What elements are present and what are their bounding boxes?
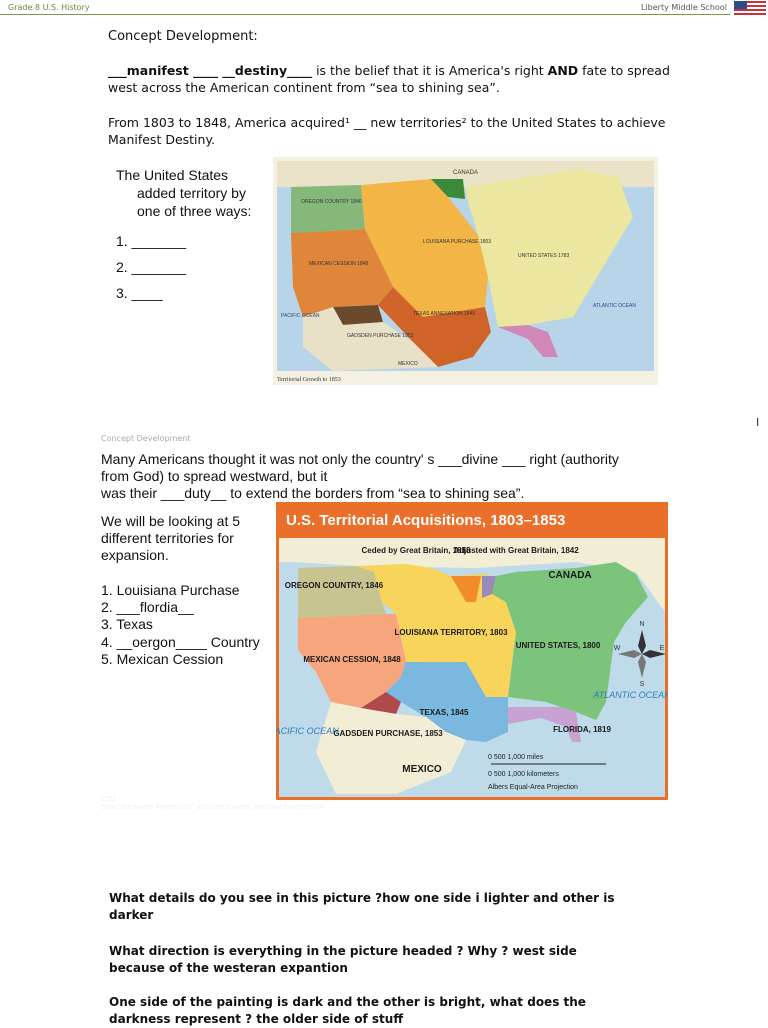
flag-icon: [734, 1, 766, 17]
paragraph-line: Many Americans thought it was not only the country' s ___divine ___ right (authority: [101, 451, 619, 467]
looking-line: different territories for: [101, 530, 234, 546]
question-line: One side of the painting is dark and the other is bright, what does the: [109, 995, 586, 1009]
list-item: 3. ____: [116, 285, 163, 301]
map1-texas-label: TEXAS ANNEXATION 1845: [413, 311, 476, 317]
map2-pacific-label: PACIFIC OCEAN: [276, 726, 339, 736]
map1-pacific-label: PACIFIC OCEAN: [281, 313, 320, 319]
map1-mexico-label: MEXICO: [398, 361, 418, 367]
page2-paragraph: [101, 451, 619, 502]
side-mark: I: [756, 416, 760, 429]
question-1: [109, 890, 615, 924]
list-item: 1. _______: [116, 233, 187, 249]
territorial-acquisitions-map: [276, 502, 668, 800]
ways-intro-line: one of three ways:: [137, 203, 252, 219]
map2-oregon-label: OREGON COUNTRY, 1846: [284, 581, 384, 590]
paragraph-line: from God) to spread westward, but it: [101, 468, 328, 484]
page-title: Concept Development:: [108, 29, 258, 44]
map2-louisiana-label: LOUISIANA TERRITORY, 1803: [394, 628, 508, 637]
projection-label: Albers Equal-Area Projection: [488, 784, 578, 791]
map2-us-label: UNITED STATES, 1800: [515, 641, 601, 650]
three-ways-intro: [116, 166, 251, 220]
scale-km: 0 500 1,000 kilometers: [488, 771, 559, 778]
definition-text-a: is the belief that it is America's right: [312, 63, 548, 78]
page2-small-label: Concept Development: [101, 434, 191, 443]
definition-line-2: west across the American continent from “sea to shining sea”.: [108, 80, 500, 95]
ways-intro-line: added territory by: [137, 185, 246, 201]
question-line: What direction is everything in the picture headed ? Why ? west side: [109, 944, 577, 958]
map1-louisiana-label: LOUISIANA PURCHASE 1803: [423, 239, 492, 245]
header-rule: [0, 14, 730, 15]
map2-atlantic-label: ATLANTIC OCEAN: [593, 690, 668, 700]
map2-texas-label: TEXAS, 1845: [419, 708, 469, 717]
map2-title: U.S. Territorial Acquisitions, 1803–1853: [286, 512, 566, 529]
map2-mexican-label: MEXICAN CESSION, 1848: [303, 655, 401, 664]
looking-line: We will be looking at 5: [101, 513, 241, 529]
territorial-growth-map: [273, 157, 658, 385]
map2-ceded-label: Ceded by Great Britain, 1818: [361, 546, 471, 555]
map1-canada-label: CANADA: [453, 170, 479, 176]
map1-us-label: UNITED STATES 1783: [518, 253, 570, 259]
compass-e: E: [659, 645, 665, 652]
question-line: darker: [109, 908, 154, 922]
map1-gadsden-label: GADSDEN PURCHASE 1853: [347, 333, 414, 339]
list-item: 2. ___flordia__: [101, 599, 194, 616]
definition-line-1: [108, 62, 668, 79]
looking-line: expansion.: [101, 547, 169, 563]
question-line: because of the westeran expantion: [109, 961, 348, 975]
looking-intro: [101, 513, 240, 564]
map2-mexico-label: MEXICO: [402, 764, 442, 775]
question-line: darkness represent ? the older side of stuff: [109, 1012, 404, 1026]
territory-list: [101, 582, 260, 668]
three-ways-list: [116, 228, 186, 306]
map2-florida-label: FLORIDA, 1819: [553, 725, 611, 734]
acquired-line-1: From 1803 to 1848, America acquired¹ __ new territories² to the United States to achieve: [108, 115, 666, 130]
header-school: Liberty Middle School: [641, 3, 727, 12]
compass-n: N: [639, 621, 645, 628]
header-course: Grade 8 U.S. History: [8, 3, 90, 12]
map2-canada-label: CANADA: [548, 570, 592, 581]
list-item: 1. Louisiana Purchase: [101, 582, 240, 598]
question-line: What details do you see in this picture ?how one side i lighter and other is: [109, 891, 615, 905]
and-emphasis: AND: [547, 63, 579, 78]
map1-oregon-label: OREGON COUNTRY 1846: [301, 199, 362, 205]
list-item: 4. __oergon____ Country: [101, 633, 260, 650]
paragraph-line: was their ___duty__ to extend the borders from “sea to shining sea”.: [101, 485, 525, 501]
map2-adjusted-label: Adjusted with Great Britain, 1842: [453, 546, 579, 555]
definition-text-b: fate to spread: [578, 63, 670, 78]
map1-caption: Territorial Growth to 1853: [277, 377, 341, 383]
map1-atlantic-label: ATLANTIC OCEAN: [593, 303, 636, 309]
ctu-text: Describe some Americans' attitude toward westward expansion: [101, 803, 325, 811]
list-item: 2. _______: [116, 259, 187, 275]
question-3: [109, 994, 586, 1028]
ways-intro-line: The United States: [116, 167, 229, 183]
list-item: 5. Mexican Cession: [101, 650, 224, 667]
map2-gadsden-label: GADSDEN PURCHASE, 1853: [333, 729, 443, 738]
map1-mexican-label: MEXICAN CESSION 1848: [309, 261, 369, 267]
scale-miles: 0 500 1,000 miles: [488, 754, 544, 761]
manifest-destiny-blank: ___manifest ____ __destiny____: [108, 63, 313, 78]
list-item: 3. Texas: [101, 616, 153, 633]
acquired-line-2: Manifest Destiny.: [108, 132, 216, 147]
compass-s: S: [639, 681, 645, 688]
ctu-label: CTU: [101, 795, 116, 803]
question-2: [109, 943, 577, 977]
compass-w: W: [613, 645, 621, 652]
